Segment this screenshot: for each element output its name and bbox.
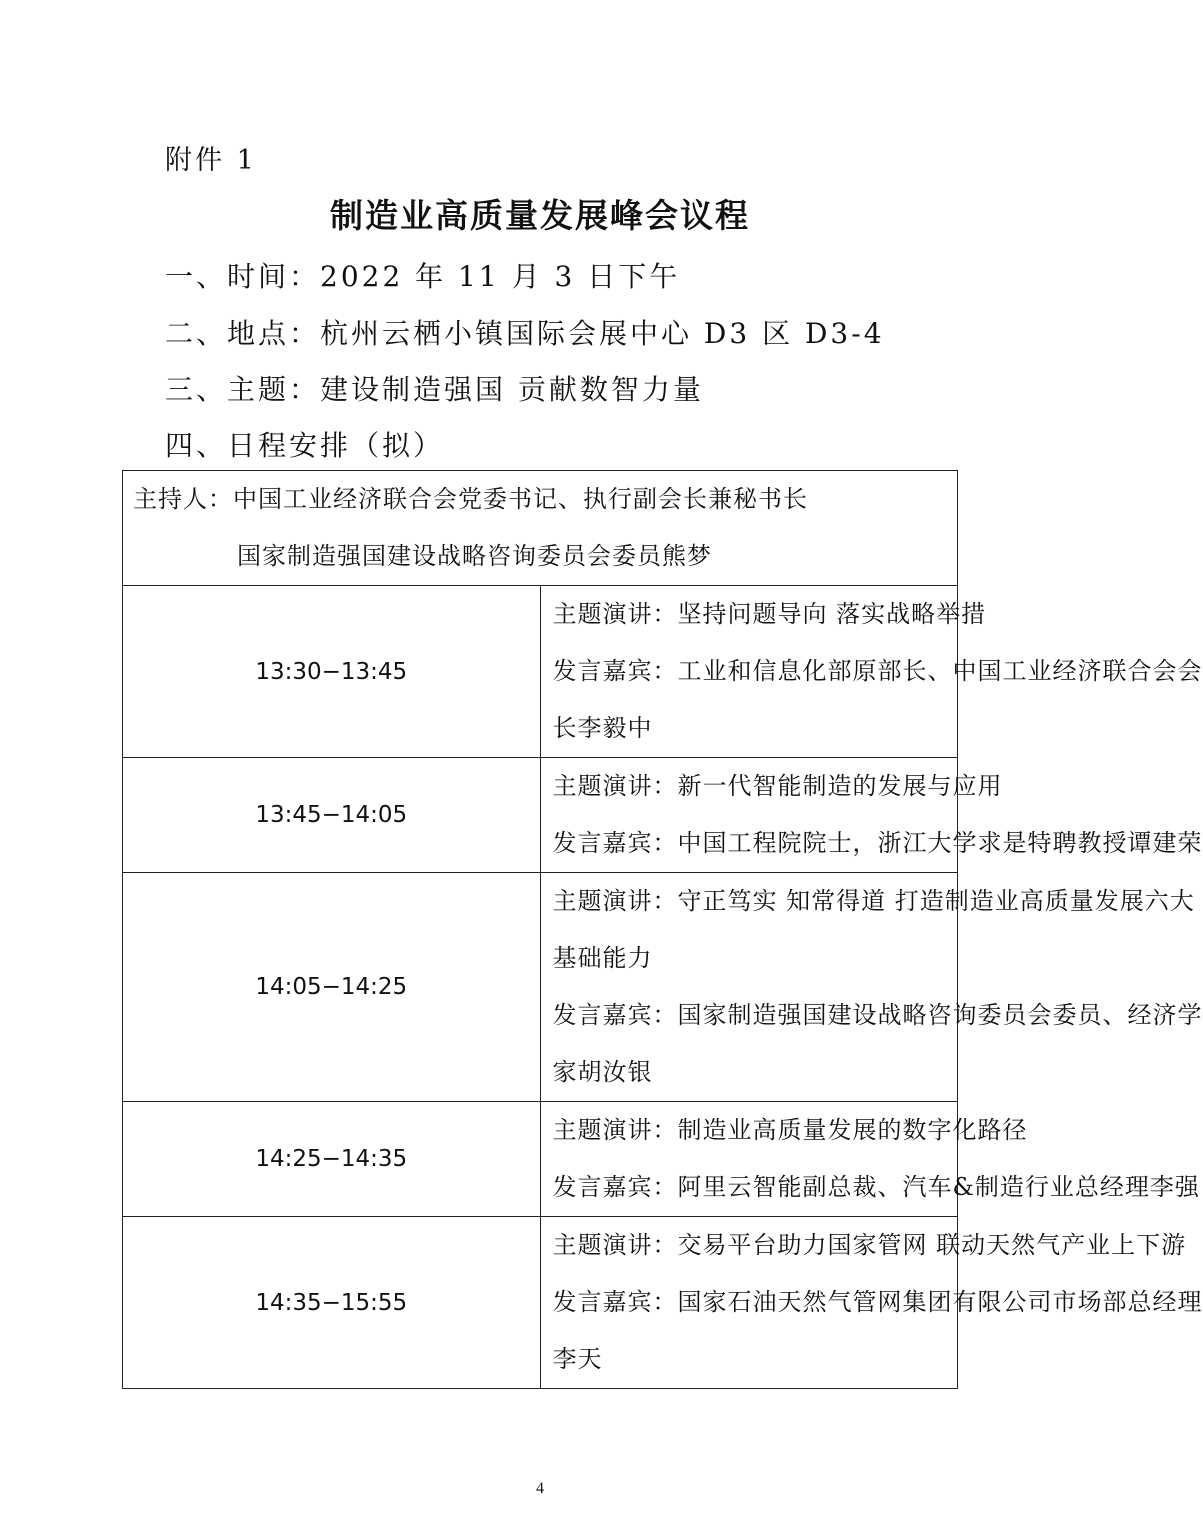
schedule-heading: 四、日程安排（拟）: [165, 429, 445, 462]
session-line: 发言嘉宾：工业和信息化部原部长、中国工业经济联合会会: [552, 657, 1203, 685]
session-line: 发言嘉宾：中国工程院院士，浙江大学求是特聘教授谭建荣: [552, 829, 1203, 857]
session-content: [540, 758, 1203, 873]
host-line-2: 国家制造强国建设战略咨询委员会委员熊梦: [237, 542, 712, 570]
session-content: [540, 1102, 1200, 1217]
session-line: 主题演讲：制造业高质量发展的数字化路径: [552, 1116, 1028, 1144]
page-number: 4: [536, 1480, 544, 1497]
attachment-label: 附件 1: [165, 145, 257, 176]
session-line: 主题演讲：交易平台助力国家管网 联动天然气产业上下游: [552, 1231, 1187, 1259]
session-line: 长李毅中: [552, 714, 653, 742]
session-row: [123, 873, 958, 1102]
session-content: [540, 873, 1203, 1102]
session-row: [123, 758, 958, 873]
session-line: 家胡汝银: [552, 1058, 653, 1086]
session-line: 发言嘉宾：国家石油天然气管网集团有限公司市场部总经理: [552, 1288, 1203, 1316]
session-line: 发言嘉宾：阿里云智能副总裁、汽车&制造行业总经理李强: [552, 1173, 1200, 1201]
session-line: 发言嘉宾：国家制造强国建设战略咨询委员会委员、经济学: [552, 1001, 1203, 1029]
session-content: [540, 1217, 1203, 1389]
schedule-table: [122, 470, 1203, 1389]
session-line: 主题演讲：守正笃实 知常得道 打造制造业高质量发展六大: [552, 887, 1195, 915]
session-time: 14:35−15:55: [123, 1217, 541, 1389]
info-theme: 三、主题：建设制造强国 贡献数智力量: [165, 373, 704, 406]
session-time: 14:25−14:35: [123, 1102, 541, 1217]
session-content: [540, 586, 1203, 758]
session-row: [123, 1217, 958, 1389]
session-line: 主题演讲：坚持问题导向 落实战略举措: [552, 600, 987, 628]
session-line: 基础能力: [552, 944, 653, 972]
session-time: 13:45−14:05: [123, 758, 541, 873]
host-row: [123, 471, 958, 586]
session-row: [123, 1102, 958, 1217]
document-title: 制造业高质量发展峰会议程: [330, 196, 750, 235]
host-line-1: 主持人：中国工业经济联合会党委书记、执行副会长兼秘书长: [133, 485, 808, 513]
session-time: 13:30−13:45: [123, 586, 541, 758]
host-cell: [123, 471, 958, 586]
session-time: 14:05−14:25: [123, 873, 541, 1102]
info-location: 二、地点：杭州云栖小镇国际会展中心 D3 区 D3-4: [165, 317, 885, 350]
session-row: [123, 586, 958, 758]
info-time: 一、时间：2022 年 11 月 3 日下午: [165, 260, 681, 293]
session-line: 主题演讲：新一代智能制造的发展与应用: [552, 772, 1003, 800]
session-line: 李天: [552, 1345, 603, 1373]
